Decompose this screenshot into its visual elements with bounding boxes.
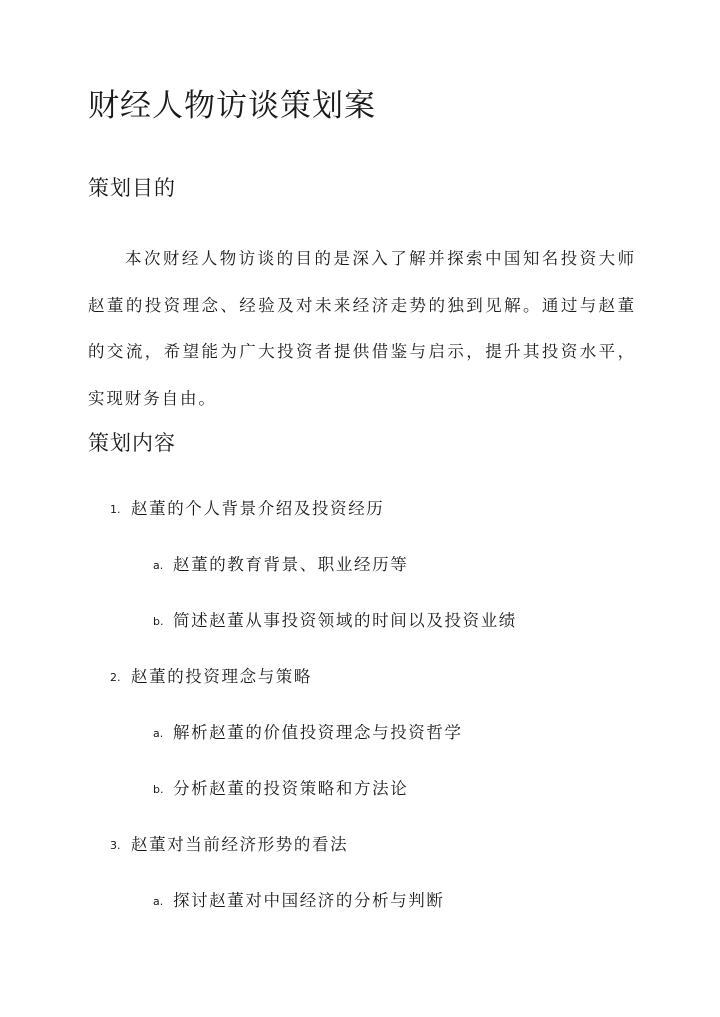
list-marker: a. (153, 895, 164, 908)
list-item-text: 赵董对当前经济形势的看法 (131, 835, 349, 854)
section-heading-content: 策划内容 (88, 431, 176, 455)
list-item-text: 分析赵董的投资策略和方法论 (173, 779, 409, 798)
document-title: 财经人物访谈策划案 (88, 88, 376, 124)
list-item-text: 赵董的个人背景介绍及投资经历 (131, 499, 385, 518)
list-marker: a. (153, 727, 164, 740)
list-marker: 3. (110, 839, 121, 852)
list-marker: a. (153, 559, 164, 572)
section-heading-purpose: 策划目的 (88, 176, 176, 200)
list-item-text: 简述赵董从事投资领域的时间以及投资业绩 (173, 611, 517, 630)
list-item-text: 赵董的投资理念与策略 (131, 667, 312, 686)
list-item-text: 赵董的教育背景、职业经历等 (173, 555, 409, 574)
list-marker: b. (153, 783, 164, 796)
list-marker: 1. (110, 503, 121, 516)
list-item-text: 解析赵董的价值投资理念与投资哲学 (173, 723, 463, 742)
purpose-paragraph: 本次财经人物访谈的目的是深入了解并探索中国知名投资大师赵董的投资理念、经验及对未来经济走势的独到见解。通过与赵董的交流，希望能为广大投资者提供借鉴与启示，提升其投资水平，实现财务自由。 (88, 249, 636, 408)
list-item-text: 探讨赵董对中国经济的分析与判断 (173, 891, 445, 910)
list-marker: b. (153, 615, 164, 628)
list-marker: 2. (110, 671, 121, 684)
